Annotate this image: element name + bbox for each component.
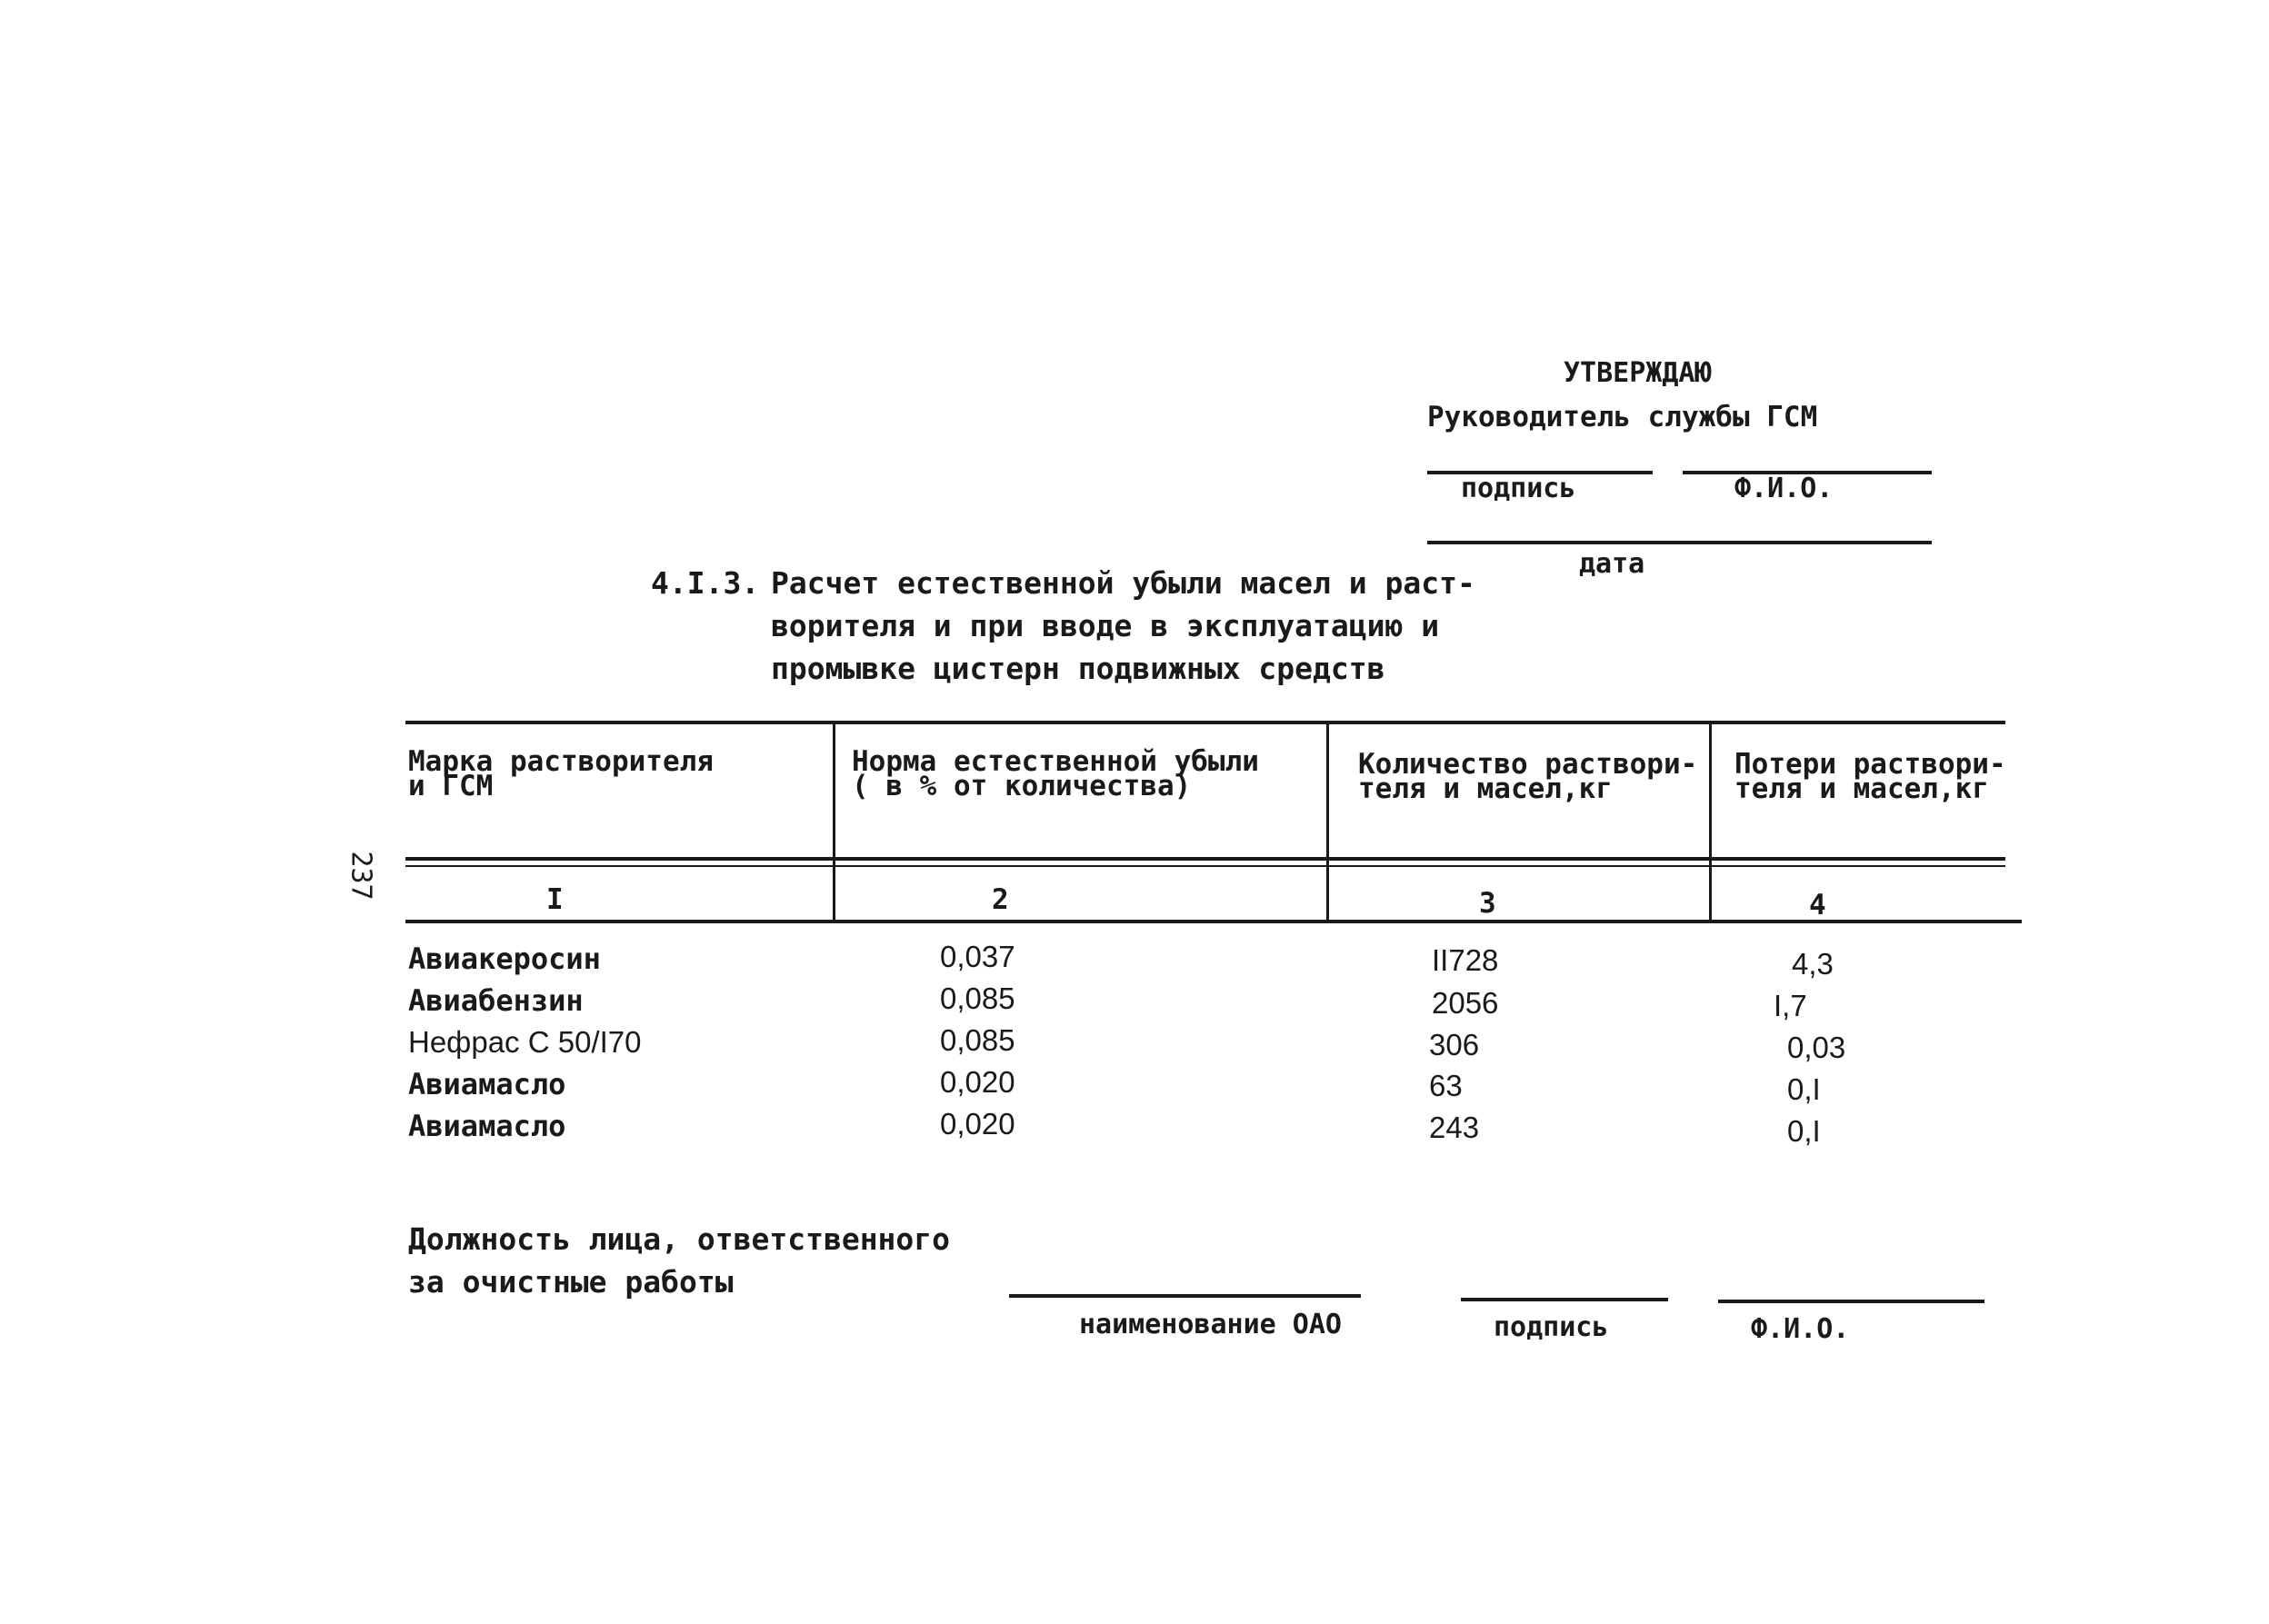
table-col-divider-3 bbox=[1709, 722, 1712, 921]
org-label: наименование ОАО bbox=[1079, 1309, 1342, 1340]
header-col1-line1: Марка растворителя bbox=[408, 745, 714, 778]
section-number: 4.I.3. bbox=[651, 565, 760, 601]
row-quantity: 2056 bbox=[1432, 986, 1499, 1020]
header-col3-line2: теля и масел,кг bbox=[1358, 772, 1613, 805]
responsible-line1: Должность лица, ответственного bbox=[408, 1221, 951, 1257]
table-top-border bbox=[405, 721, 2005, 724]
footer-signature-label: подпись bbox=[1494, 1311, 1609, 1343]
row-loss: 0,03 bbox=[1787, 1031, 1846, 1064]
table-header-border-second bbox=[405, 865, 2005, 867]
row-norm: 0,037 bbox=[940, 940, 1015, 973]
row-name: Авиамасло bbox=[408, 1067, 566, 1101]
row-norm: 0,020 bbox=[940, 1065, 1015, 1099]
row-quantity: 306 bbox=[1429, 1028, 1480, 1061]
column-number-1: I bbox=[546, 883, 564, 916]
approval-title: УТВЕРЖДАЮ bbox=[1564, 357, 1712, 389]
header-col2-line2: ( в % от количества) bbox=[852, 770, 1192, 802]
table-col-divider-2 bbox=[1326, 722, 1329, 921]
section-title-line3: промывке цистерн подвижных средств bbox=[771, 651, 1385, 686]
row-quantity: 63 bbox=[1429, 1069, 1463, 1102]
org-line bbox=[1009, 1294, 1361, 1298]
row-norm: 0,020 bbox=[940, 1107, 1015, 1141]
row-quantity: II728 bbox=[1432, 943, 1499, 977]
approval-date-label: дата bbox=[1579, 548, 1645, 580]
row-name: Нефрас С 50/I70 bbox=[408, 1025, 642, 1059]
header-col2-line1: Норма естественной убыли bbox=[852, 745, 1259, 778]
row-norm: 0,085 bbox=[940, 1023, 1015, 1057]
column-number-2: 2 bbox=[992, 883, 1009, 916]
header-col4-line2: теля и масел,кг bbox=[1734, 772, 1989, 805]
footer-name-label: Ф.И.О. bbox=[1751, 1313, 1850, 1345]
column-number-3: 3 bbox=[1479, 887, 1496, 920]
row-loss: 4,3 bbox=[1792, 947, 1834, 981]
row-norm: 0,085 bbox=[940, 981, 1015, 1015]
header-col1-line2: и ГСМ bbox=[408, 770, 494, 802]
table-col-divider-1 bbox=[833, 722, 835, 921]
page-number: 237 bbox=[345, 851, 377, 901]
header-col3-line1: Количество раствори- bbox=[1358, 748, 1698, 781]
row-loss: I,7 bbox=[1774, 989, 1807, 1022]
approval-date-line bbox=[1427, 541, 1932, 544]
responsible-line2: за очистные работы bbox=[408, 1264, 734, 1300]
row-loss: 0,I bbox=[1787, 1072, 1821, 1106]
row-quantity: 243 bbox=[1429, 1111, 1480, 1144]
column-number-4: 4 bbox=[1809, 889, 1826, 922]
row-name: Авиамасло bbox=[408, 1109, 566, 1143]
approval-position: Руководитель службы ГСМ bbox=[1427, 401, 1818, 433]
row-name: Авиабензин bbox=[408, 983, 584, 1018]
section-title-line2: ворителя и при вводе в эксплуатацию и bbox=[771, 608, 1440, 643]
section-title-line1: Расчет естественной убыли масел и раст- bbox=[771, 565, 1475, 601]
row-name: Авиакеросин bbox=[408, 942, 601, 976]
row-loss: 0,I bbox=[1787, 1114, 1821, 1148]
table-header-border bbox=[405, 857, 2005, 861]
approval-name-label: Ф.И.О. bbox=[1734, 473, 1834, 504]
header-col4-line1: Потери раствори- bbox=[1734, 748, 2006, 781]
approval-signature-label: подпись bbox=[1461, 473, 1576, 504]
footer-name-line bbox=[1718, 1300, 1984, 1303]
table-colnum-border bbox=[405, 920, 2022, 923]
footer-signature-line bbox=[1461, 1298, 1668, 1301]
